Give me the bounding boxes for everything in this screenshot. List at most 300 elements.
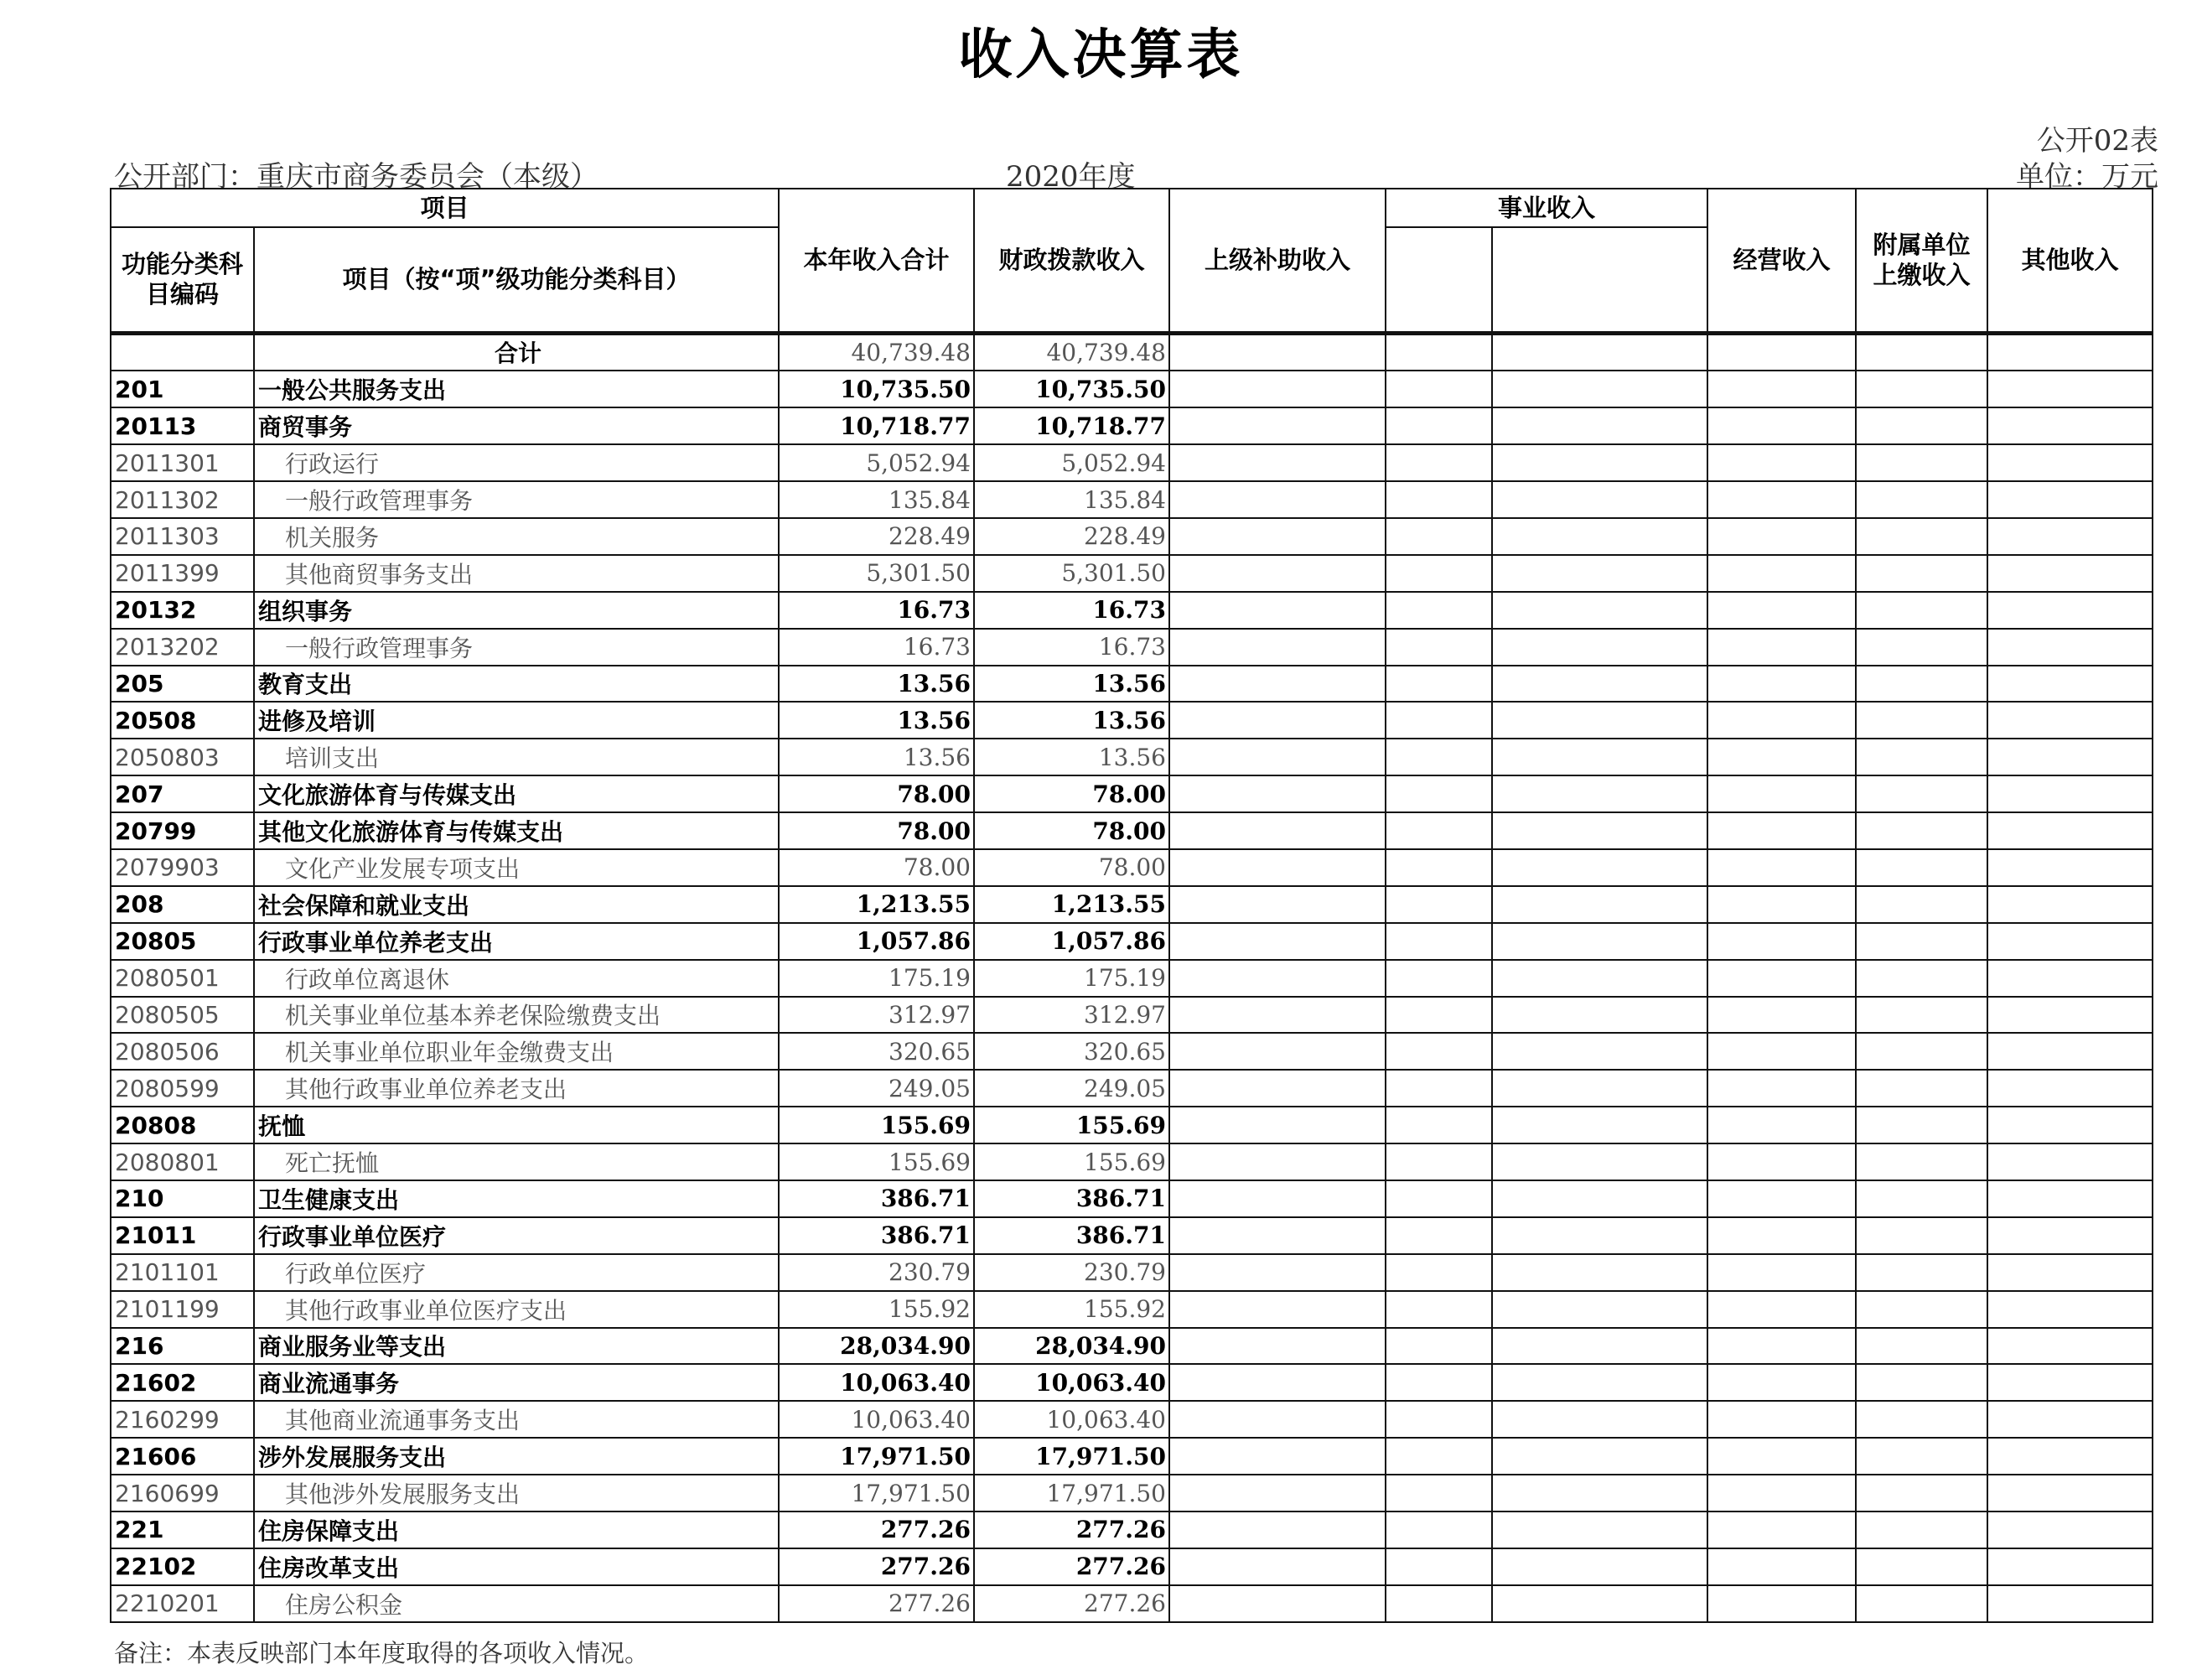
cell-business-subtotal	[1386, 333, 1492, 371]
cell-name: 机关事业单位基本养老保险缴费支出	[254, 997, 779, 1034]
table-row	[111, 371, 2153, 407]
cell-code: 2013202	[111, 629, 254, 666]
cell-total-income: 277.26	[779, 1585, 974, 1622]
cell-other-income	[1987, 1511, 2153, 1548]
cell-name: 行政事业单位医疗	[254, 1217, 779, 1254]
cell-education-fee	[1492, 1328, 1707, 1365]
cell-name: 行政单位离退休	[254, 960, 779, 997]
cell-fiscal-income: 28,034.90	[974, 1328, 1169, 1365]
cell-education-fee	[1492, 923, 1707, 960]
cell-business-subtotal	[1386, 1107, 1492, 1143]
cell-fiscal-income: 10,735.50	[974, 371, 1169, 407]
cell-total-income: 78.00	[779, 849, 974, 886]
cell-operating-income	[1707, 333, 1856, 371]
header-superior-subsidy: 上级补助收入	[1169, 189, 1386, 333]
cell-total-income: 10,063.40	[779, 1401, 974, 1438]
cell-fiscal-income: 230.79	[974, 1254, 1169, 1291]
cell-operating-income	[1707, 1180, 1856, 1217]
cell-affiliated-income	[1856, 371, 1987, 407]
cell-total-income: 40,739.48	[779, 333, 974, 371]
cell-name: 机关服务	[254, 518, 779, 555]
cell-other-income	[1987, 1438, 2153, 1475]
cell-code: 21011	[111, 1217, 254, 1254]
cell-code: 21602	[111, 1364, 254, 1401]
cell-total-income: 155.69	[779, 1107, 974, 1143]
cell-education-fee	[1492, 629, 1707, 666]
cell-code: 2210201	[111, 1585, 254, 1622]
cell-affiliated-income	[1856, 775, 1987, 812]
cell-education-fee	[1492, 960, 1707, 997]
cell-affiliated-income	[1856, 1217, 1987, 1254]
cell-business-subtotal	[1386, 592, 1492, 629]
cell-name: 文化产业发展专项支出	[254, 849, 779, 886]
cell-education-fee	[1492, 1217, 1707, 1254]
cell-total-income: 10,718.77	[779, 407, 974, 444]
cell-affiliated-income	[1856, 1107, 1987, 1143]
cell-total-income: 17,971.50	[779, 1475, 974, 1511]
cell-name: 社会保障和就业支出	[254, 886, 779, 923]
cell-total-income: 228.49	[779, 518, 974, 555]
table-row	[111, 1107, 2153, 1143]
cell-total-income: 78.00	[779, 812, 974, 849]
cell-fiscal-income: 1,213.55	[974, 886, 1169, 923]
cell-superior-subsidy	[1169, 407, 1386, 444]
table-row	[111, 739, 2153, 775]
cell-superior-subsidy	[1169, 592, 1386, 629]
cell-operating-income	[1707, 960, 1856, 997]
income-table	[110, 188, 2153, 1623]
cell-code: 2101101	[111, 1254, 254, 1291]
cell-fiscal-income: 312.97	[974, 997, 1169, 1034]
table-row	[111, 1475, 2153, 1511]
cell-operating-income	[1707, 702, 1856, 739]
table-row	[111, 555, 2153, 592]
table-row	[111, 960, 2153, 997]
cell-code: 208	[111, 886, 254, 923]
table-row	[111, 481, 2153, 518]
table-row	[111, 1438, 2153, 1475]
cell-total-income: 155.69	[779, 1143, 974, 1180]
cell-fiscal-income: 78.00	[974, 849, 1169, 886]
cell-business-subtotal	[1386, 849, 1492, 886]
cell-operating-income	[1707, 775, 1856, 812]
cell-operating-income	[1707, 812, 1856, 849]
cell-superior-subsidy	[1169, 1180, 1386, 1217]
cell-code: 2160299	[111, 1401, 254, 1438]
cell-fiscal-income: 17,971.50	[974, 1475, 1169, 1511]
cell-education-fee	[1492, 592, 1707, 629]
cell-superior-subsidy	[1169, 849, 1386, 886]
cell-name: 进修及培训	[254, 702, 779, 739]
cell-operating-income	[1707, 886, 1856, 923]
cell-education-fee	[1492, 1143, 1707, 1180]
cell-business-subtotal	[1386, 629, 1492, 666]
cell-fiscal-income: 13.56	[974, 666, 1169, 703]
cell-education-fee	[1492, 1033, 1707, 1070]
cell-fiscal-income: 78.00	[974, 775, 1169, 812]
cell-business-subtotal	[1386, 1548, 1492, 1585]
cell-education-fee	[1492, 1107, 1707, 1143]
table-row	[111, 592, 2153, 629]
cell-other-income	[1987, 923, 2153, 960]
cell-code: 2160699	[111, 1475, 254, 1511]
cell-code: 20132	[111, 592, 254, 629]
cell-total-income: 10,735.50	[779, 371, 974, 407]
cell-other-income	[1987, 555, 2153, 592]
cell-education-fee	[1492, 702, 1707, 739]
cell-education-fee	[1492, 333, 1707, 371]
header-total-income: 本年收入合计	[779, 189, 974, 333]
cell-business-subtotal	[1386, 1033, 1492, 1070]
cell-affiliated-income	[1856, 666, 1987, 703]
table-row	[111, 812, 2153, 849]
cell-code: 2050803	[111, 739, 254, 775]
cell-total-income: 386.71	[779, 1217, 974, 1254]
cell-operating-income	[1707, 481, 1856, 518]
cell-business-subtotal	[1386, 812, 1492, 849]
cell-operating-income	[1707, 1548, 1856, 1585]
cell-total-income: 175.19	[779, 960, 974, 997]
header-code: 功能分类科目编码	[111, 227, 254, 333]
cell-total-income: 16.73	[779, 629, 974, 666]
cell-education-fee	[1492, 997, 1707, 1034]
cell-total-income: 312.97	[779, 997, 974, 1034]
table-row	[111, 629, 2153, 666]
cell-business-subtotal	[1386, 1511, 1492, 1548]
cell-name: 一般行政管理事务	[254, 629, 779, 666]
cell-other-income	[1987, 629, 2153, 666]
cell-name: 商业流通事务	[254, 1364, 779, 1401]
cell-operating-income	[1707, 1107, 1856, 1143]
cell-education-fee	[1492, 444, 1707, 481]
cell-other-income	[1987, 1548, 2153, 1585]
cell-fiscal-income: 13.56	[974, 702, 1169, 739]
cell-business-subtotal	[1386, 739, 1492, 775]
cell-fiscal-income: 17,971.50	[974, 1438, 1169, 1475]
cell-business-subtotal	[1386, 702, 1492, 739]
cell-fiscal-income: 175.19	[974, 960, 1169, 997]
table-row	[111, 1033, 2153, 1070]
cell-other-income	[1987, 997, 2153, 1034]
table-row	[111, 1511, 2153, 1548]
cell-name: 一般行政管理事务	[254, 481, 779, 518]
cell-business-subtotal	[1386, 1143, 1492, 1180]
cell-affiliated-income	[1856, 1548, 1987, 1585]
cell-business-subtotal	[1386, 923, 1492, 960]
cell-other-income	[1987, 1107, 2153, 1143]
cell-name: 行政运行	[254, 444, 779, 481]
cell-affiliated-income	[1856, 702, 1987, 739]
cell-code	[111, 333, 254, 371]
cell-fiscal-income: 78.00	[974, 812, 1169, 849]
cell-operating-income	[1707, 407, 1856, 444]
cell-fiscal-income: 277.26	[974, 1585, 1169, 1622]
cell-education-fee	[1492, 1180, 1707, 1217]
cell-superior-subsidy	[1169, 371, 1386, 407]
cell-other-income	[1987, 775, 2153, 812]
cell-total-income: 17,971.50	[779, 1438, 974, 1475]
cell-code: 2080501	[111, 960, 254, 997]
cell-fiscal-income: 320.65	[974, 1033, 1169, 1070]
year-label: 2020年度	[1006, 160, 1136, 194]
table-row	[111, 702, 2153, 739]
cell-operating-income	[1707, 1217, 1856, 1254]
cell-operating-income	[1707, 518, 1856, 555]
cell-operating-income	[1707, 1291, 1856, 1328]
cell-superior-subsidy	[1169, 1548, 1386, 1585]
cell-business-subtotal	[1386, 1217, 1492, 1254]
cell-fiscal-income: 10,063.40	[974, 1364, 1169, 1401]
cell-business-subtotal	[1386, 1328, 1492, 1365]
unit-label: 单位：万元	[2016, 160, 2158, 194]
cell-affiliated-income	[1856, 407, 1987, 444]
cell-superior-subsidy	[1169, 1401, 1386, 1438]
cell-affiliated-income	[1856, 1511, 1987, 1548]
cell-education-fee	[1492, 371, 1707, 407]
cell-operating-income	[1707, 371, 1856, 407]
cell-affiliated-income	[1856, 1143, 1987, 1180]
cell-code: 2080505	[111, 997, 254, 1034]
cell-total-income: 78.00	[779, 775, 974, 812]
cell-total-income: 5,052.94	[779, 444, 974, 481]
cell-operating-income	[1707, 1143, 1856, 1180]
cell-name: 教育支出	[254, 666, 779, 703]
cell-other-income	[1987, 1033, 2153, 1070]
cell-fiscal-income: 5,301.50	[974, 555, 1169, 592]
cell-superior-subsidy	[1169, 1107, 1386, 1143]
cell-total-income: 16.73	[779, 592, 974, 629]
cell-name: 住房保障支出	[254, 1511, 779, 1548]
cell-code: 20799	[111, 812, 254, 849]
cell-total-income: 1,213.55	[779, 886, 974, 923]
table-row	[111, 407, 2153, 444]
cell-business-subtotal	[1386, 1254, 1492, 1291]
cell-fiscal-income: 386.71	[974, 1217, 1169, 1254]
cell-code: 221	[111, 1511, 254, 1548]
cell-business-subtotal	[1386, 555, 1492, 592]
cell-superior-subsidy	[1169, 1438, 1386, 1475]
cell-code: 2080506	[111, 1033, 254, 1070]
cell-superior-subsidy	[1169, 702, 1386, 739]
cell-code: 2101199	[111, 1291, 254, 1328]
cell-business-subtotal	[1386, 444, 1492, 481]
cell-total-income: 320.65	[779, 1033, 974, 1070]
cell-code: 2080801	[111, 1143, 254, 1180]
cell-total-income: 1,057.86	[779, 923, 974, 960]
cell-business-subtotal	[1386, 481, 1492, 518]
table-body	[111, 333, 2153, 1622]
cell-name: 行政单位医疗	[254, 1254, 779, 1291]
table-row	[111, 1254, 2153, 1291]
cell-fiscal-income: 16.73	[974, 629, 1169, 666]
cell-operating-income	[1707, 1070, 1856, 1107]
table-row	[111, 518, 2153, 555]
table-row	[111, 1291, 2153, 1328]
cell-affiliated-income	[1856, 518, 1987, 555]
cell-business-subtotal	[1386, 1475, 1492, 1511]
cell-name: 其他商贸事务支出	[254, 555, 779, 592]
cell-code: 22102	[111, 1548, 254, 1585]
cell-total-income: 155.92	[779, 1291, 974, 1328]
cell-other-income	[1987, 1401, 2153, 1438]
cell-other-income	[1987, 1180, 2153, 1217]
cell-superior-subsidy	[1169, 1291, 1386, 1328]
cell-code: 2011399	[111, 555, 254, 592]
cell-education-fee	[1492, 407, 1707, 444]
cell-fiscal-income: 1,057.86	[974, 923, 1169, 960]
cell-education-fee	[1492, 1548, 1707, 1585]
cell-superior-subsidy	[1169, 444, 1386, 481]
table-row	[111, 886, 2153, 923]
cell-superior-subsidy	[1169, 886, 1386, 923]
cell-affiliated-income	[1856, 1070, 1987, 1107]
cell-code: 210	[111, 1180, 254, 1217]
cell-other-income	[1987, 849, 2153, 886]
cell-business-subtotal	[1386, 997, 1492, 1034]
cell-education-fee	[1492, 1401, 1707, 1438]
table-row	[111, 444, 2153, 481]
cell-other-income	[1987, 333, 2153, 371]
header-other-income: 其他收入	[1987, 189, 2153, 333]
cell-affiliated-income	[1856, 1585, 1987, 1622]
cell-name: 组织事务	[254, 592, 779, 629]
header-affiliated-income: 附属单位上缴收入	[1856, 189, 1987, 333]
cell-affiliated-income	[1856, 1328, 1987, 1365]
cell-superior-subsidy	[1169, 1511, 1386, 1548]
cell-other-income	[1987, 1254, 2153, 1291]
cell-name: 抚恤	[254, 1107, 779, 1143]
cell-fiscal-income: 155.69	[974, 1107, 1169, 1143]
cell-education-fee	[1492, 481, 1707, 518]
cell-name: 其他行政事业单位养老支出	[254, 1070, 779, 1107]
cell-business-subtotal	[1386, 1070, 1492, 1107]
cell-business-subtotal	[1386, 407, 1492, 444]
cell-superior-subsidy	[1169, 629, 1386, 666]
cell-superior-subsidy	[1169, 1475, 1386, 1511]
cell-operating-income	[1707, 997, 1856, 1034]
cell-superior-subsidy	[1169, 1254, 1386, 1291]
cell-education-fee	[1492, 1585, 1707, 1622]
cell-name: 商贸事务	[254, 407, 779, 444]
department-label: 公开部门：重庆市商务委员会（本级）	[114, 160, 598, 194]
table-row	[111, 1180, 2153, 1217]
cell-education-fee	[1492, 1438, 1707, 1475]
cell-operating-income	[1707, 1438, 1856, 1475]
cell-education-fee	[1492, 886, 1707, 923]
cell-code: 216	[111, 1328, 254, 1365]
cell-code: 207	[111, 775, 254, 812]
cell-affiliated-income	[1856, 1364, 1987, 1401]
cell-superior-subsidy	[1169, 518, 1386, 555]
cell-other-income	[1987, 1291, 2153, 1328]
cell-operating-income	[1707, 1401, 1856, 1438]
cell-fiscal-income: 277.26	[974, 1511, 1169, 1548]
cell-affiliated-income	[1856, 849, 1987, 886]
cell-affiliated-income	[1856, 333, 1987, 371]
cell-education-fee	[1492, 1254, 1707, 1291]
cell-superior-subsidy	[1169, 1364, 1386, 1401]
footnote: 备注：本表反映部门本年度取得的各项收入情况。	[114, 1639, 650, 1667]
cell-other-income	[1987, 1328, 2153, 1365]
header-business-income-spacer	[1386, 227, 1492, 333]
cell-name: 其他商业流通事务支出	[254, 1401, 779, 1438]
cell-superior-subsidy	[1169, 775, 1386, 812]
cell-superior-subsidy	[1169, 812, 1386, 849]
cell-operating-income	[1707, 849, 1856, 886]
table-row	[111, 775, 2153, 812]
cell-business-subtotal	[1386, 1401, 1492, 1438]
cell-fiscal-income: 10,063.40	[974, 1401, 1169, 1438]
cell-education-fee	[1492, 1070, 1707, 1107]
header-fiscal-income: 财政拨款收入	[974, 189, 1169, 333]
cell-business-subtotal	[1386, 1585, 1492, 1622]
cell-total-income: 13.56	[779, 702, 974, 739]
cell-name: 合计	[254, 333, 779, 371]
cell-operating-income	[1707, 923, 1856, 960]
cell-code: 2079903	[111, 849, 254, 886]
cell-business-subtotal	[1386, 371, 1492, 407]
cell-operating-income	[1707, 592, 1856, 629]
cell-business-subtotal	[1386, 775, 1492, 812]
cell-other-income	[1987, 666, 2153, 703]
cell-other-income	[1987, 1143, 2153, 1180]
cell-affiliated-income	[1856, 960, 1987, 997]
cell-total-income: 386.71	[779, 1180, 974, 1217]
cell-other-income	[1987, 812, 2153, 849]
cell-name: 其他行政事业单位医疗支出	[254, 1291, 779, 1328]
cell-name: 行政事业单位养老支出	[254, 923, 779, 960]
cell-operating-income	[1707, 555, 1856, 592]
cell-affiliated-income	[1856, 886, 1987, 923]
cell-fiscal-income: 135.84	[974, 481, 1169, 518]
table-row	[111, 1070, 2153, 1107]
cell-superior-subsidy	[1169, 1070, 1386, 1107]
cell-other-income	[1987, 1364, 2153, 1401]
cell-education-fee	[1492, 1511, 1707, 1548]
cell-code: 20805	[111, 923, 254, 960]
cell-education-fee	[1492, 666, 1707, 703]
cell-education-fee	[1492, 739, 1707, 775]
cell-affiliated-income	[1856, 1438, 1987, 1475]
table-row	[111, 666, 2153, 703]
table-row	[111, 1585, 2153, 1622]
cell-affiliated-income	[1856, 481, 1987, 518]
cell-total-income: 230.79	[779, 1254, 974, 1291]
cell-fiscal-income: 249.05	[974, 1070, 1169, 1107]
cell-fiscal-income: 10,718.77	[974, 407, 1169, 444]
cell-name: 住房公积金	[254, 1585, 779, 1622]
cell-affiliated-income	[1856, 923, 1987, 960]
cell-superior-subsidy	[1169, 1143, 1386, 1180]
cell-code: 201	[111, 371, 254, 407]
cell-name: 住房改革支出	[254, 1548, 779, 1585]
cell-affiliated-income	[1856, 812, 1987, 849]
cell-fiscal-income: 16.73	[974, 592, 1169, 629]
cell-affiliated-income	[1856, 592, 1987, 629]
table-row	[111, 333, 2153, 371]
cell-name: 卫生健康支出	[254, 1180, 779, 1217]
cell-affiliated-income	[1856, 1475, 1987, 1511]
cell-name: 一般公共服务支出	[254, 371, 779, 407]
header-project: 项目	[111, 189, 779, 227]
cell-other-income	[1987, 1217, 2153, 1254]
cell-superior-subsidy	[1169, 1328, 1386, 1365]
cell-operating-income	[1707, 666, 1856, 703]
cell-affiliated-income	[1856, 739, 1987, 775]
cell-superior-subsidy	[1169, 666, 1386, 703]
cell-total-income: 13.56	[779, 666, 974, 703]
cell-superior-subsidy	[1169, 555, 1386, 592]
